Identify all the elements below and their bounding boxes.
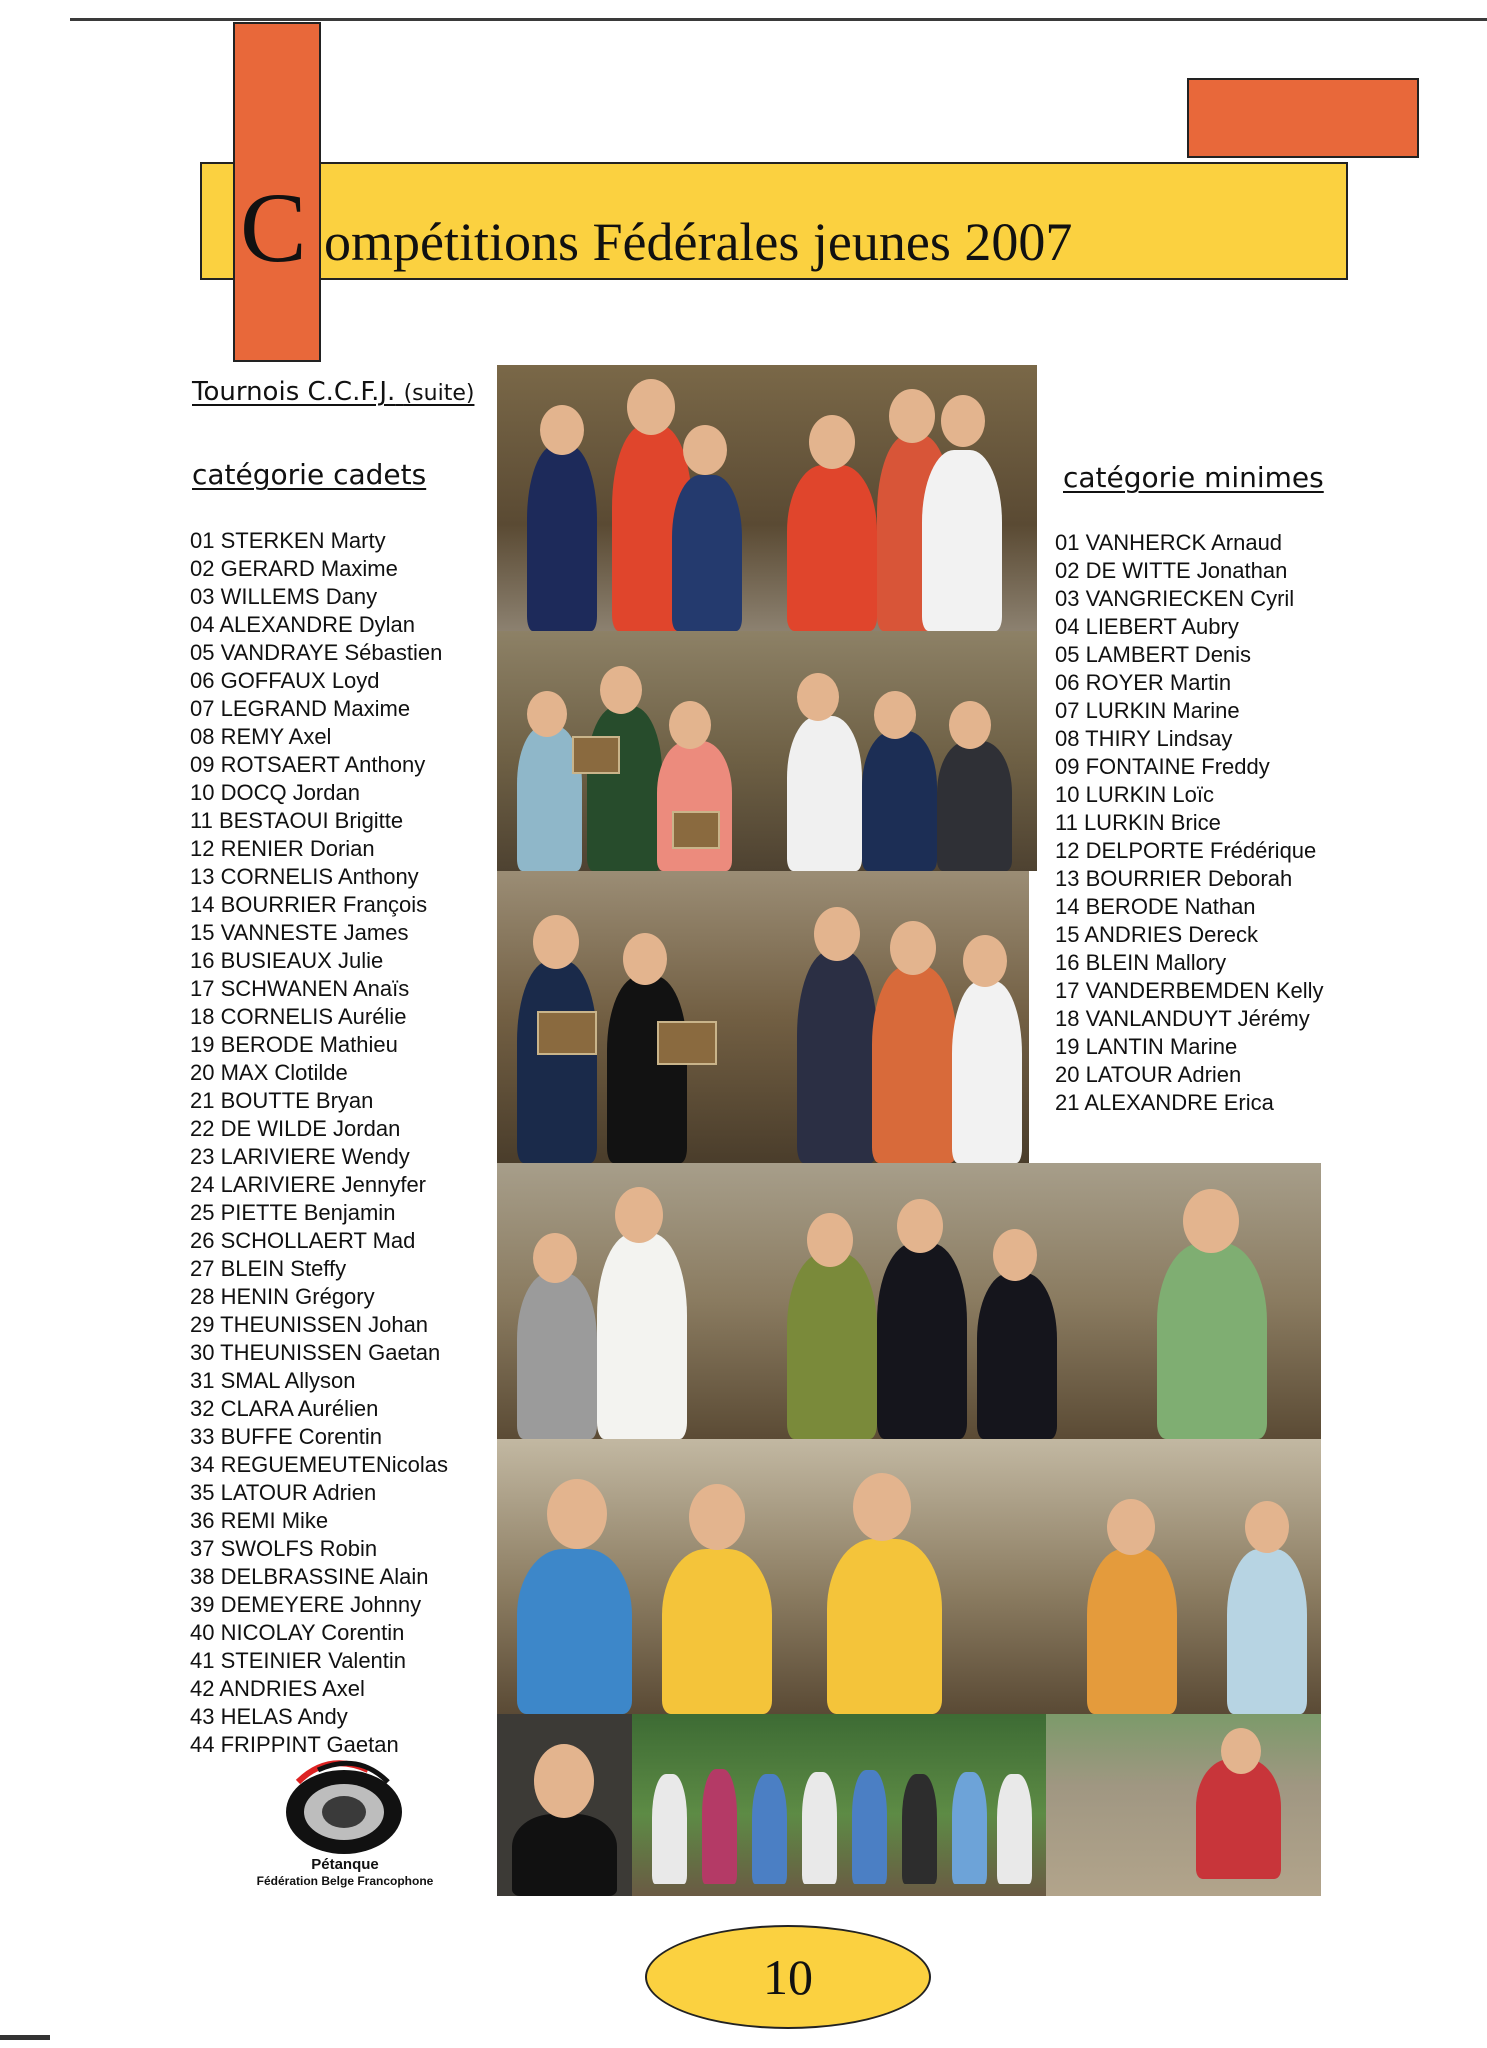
cadets-list-item: 43 HELAS Andy xyxy=(190,1704,348,1729)
cadets-list-item: 41 STEINIER Valentin xyxy=(190,1648,407,1673)
cadets-list-item: 44 FRIPPINT Gaetan xyxy=(190,1732,399,1757)
logo-line-1: Pétanque xyxy=(311,1856,379,1873)
minimes-list-item: 10 LURKIN Loïc xyxy=(1055,782,1214,807)
cadets-list-item: 28 HENIN Grégory xyxy=(190,1284,375,1309)
cadets-list-item: 06 GOFFAUX Loyd xyxy=(190,668,380,693)
cadets-list-item: 36 REMI Mike xyxy=(190,1508,329,1533)
photo-podium-3 xyxy=(497,871,1029,1163)
minimes-list-item: 13 BOURRIER Deborah xyxy=(1055,866,1293,891)
minimes-list-item: 09 FONTAINE Freddy xyxy=(1055,754,1270,779)
cadets-list-item: 24 LARIVIERE Jennyfer xyxy=(190,1172,427,1197)
page-number: 10 xyxy=(645,1925,931,2029)
cadets-list-item: 34 REGUEMEUTENicolas xyxy=(190,1452,448,1477)
minimes-list-item: 06 ROYER Martin xyxy=(1055,670,1232,695)
cadets-list-item: 27 BLEIN Steffy xyxy=(190,1256,347,1281)
photo-boules-player xyxy=(1046,1714,1321,1896)
photo-podium-cadets-1 xyxy=(497,365,1037,631)
photo-podium-2 xyxy=(497,631,1037,871)
cadets-list-item: 17 SCHWANEN Anaïs xyxy=(190,976,410,1001)
federation-logo xyxy=(278,1752,410,1862)
minimes-list-item: 14 BERODE Nathan xyxy=(1055,894,1256,919)
photo-podium-4 xyxy=(497,1163,1321,1439)
cadets-list-item: 23 LARIVIERE Wendy xyxy=(190,1144,410,1169)
cadets-list-item: 20 MAX Clotilde xyxy=(190,1060,348,1085)
minimes-list-item: 11 LURKIN Brice xyxy=(1055,810,1221,835)
cadets-list-item: 01 STERKEN Marty xyxy=(190,528,386,553)
orange-corner-block xyxy=(1187,78,1419,158)
photo-podium-5 xyxy=(497,1439,1321,1714)
cadets-list-item: 18 CORNELIS Aurélie xyxy=(190,1004,407,1029)
cadets-list-item: 42 ANDRIES Axel xyxy=(190,1676,365,1701)
cadets-list-item: 14 BOURRIER François xyxy=(190,892,428,917)
section-title-text: Tournois C.C.F.J. xyxy=(192,377,396,407)
minimes-list-item: 12 DELPORTE Frédérique xyxy=(1055,838,1317,863)
cadets-list-item: 03 WILLEMS Dany xyxy=(190,584,378,609)
cadets-list-item: 31 SMAL Allyson xyxy=(190,1368,356,1393)
cadets-list-item: 22 DE WILDE Jordan xyxy=(190,1116,401,1141)
cadets-list-item: 37 SWOLFS Robin xyxy=(190,1536,378,1561)
minimes-list-item: 20 LATOUR Adrien xyxy=(1055,1062,1242,1087)
section-title-suffix: (suite) xyxy=(403,381,475,406)
cadets-list-item: 39 DEMEYERE Johnny xyxy=(190,1592,422,1617)
minimes-list-item: 08 THIRY Lindsay xyxy=(1055,726,1233,751)
photo-portrait xyxy=(497,1714,632,1896)
cadets-list-item: 29 THEUNISSEN Johan xyxy=(190,1312,429,1337)
cadets-list-item: 08 REMY Axel xyxy=(190,724,332,749)
cadets-list-item: 38 DELBRASSINE Alain xyxy=(190,1564,429,1589)
cadets-list-item: 16 BUSIEAUX Julie xyxy=(190,948,384,973)
minimes-list xyxy=(1055,529,1324,1117)
cadets-list-item: 12 RENIER Dorian xyxy=(190,836,375,861)
cadets-list-item: 19 BERODE Mathieu xyxy=(190,1032,398,1057)
cadets-list-item: 07 LEGRAND Maxime xyxy=(190,696,411,721)
minimes-list-item: 18 VANLANDUYT Jérémy xyxy=(1055,1006,1310,1031)
title-initial: C xyxy=(240,172,307,283)
cadets-heading: catégorie cadets xyxy=(192,458,427,491)
minimes-list-item: 02 DE WITTE Jonathan xyxy=(1055,558,1288,583)
cadets-list-item: 15 VANNESTE James xyxy=(190,920,409,945)
cadets-list-item: 10 DOCQ Jordan xyxy=(190,780,360,805)
cadets-list-item: 05 VANDRAYE Sébastien xyxy=(190,640,443,665)
section-title xyxy=(192,377,474,407)
cadets-list-item: 09 ROTSAERT Anthony xyxy=(190,752,426,777)
logo-line-2: Fédération Belge Francophone xyxy=(256,1874,434,1888)
cadets-list-item: 21 BOUTTE Bryan xyxy=(190,1088,374,1113)
cadets-list-item: 13 CORNELIS Anthony xyxy=(190,864,419,889)
cadets-list-item: 35 LATOUR Adrien xyxy=(190,1480,377,1505)
cadets-list-item: 33 BUFFE Corentin xyxy=(190,1424,382,1449)
minimes-list-item: 15 ANDRIES Dereck xyxy=(1055,922,1258,947)
minimes-list-item: 04 LIEBERT Aubry xyxy=(1055,614,1239,639)
minimes-list-item: 03 VANGRIECKEN Cyril xyxy=(1055,586,1295,611)
corner-mark xyxy=(0,2035,50,2040)
minimes-list-item: 19 LANTIN Marine xyxy=(1055,1034,1238,1059)
minimes-list-item: 07 LURKIN Marine xyxy=(1055,698,1240,723)
cadets-list-item: 25 PIETTE Benjamin xyxy=(190,1200,396,1225)
minimes-list-item: 05 LAMBERT Denis xyxy=(1055,642,1252,667)
minimes-list-item: 01 VANHERCK Arnaud xyxy=(1055,530,1283,555)
cadets-list-item: 04 ALEXANDRE Dylan xyxy=(190,612,415,637)
page-title: ompétitions Fédérales jeunes 2007 xyxy=(324,212,1073,272)
minimes-list-item: 21 ALEXANDRE Erica xyxy=(1055,1090,1274,1115)
photo-group-outdoor xyxy=(632,1714,1046,1896)
minimes-list-item: 17 VANDERBEMDEN Kelly xyxy=(1055,978,1324,1003)
cadets-list-item: 11 BESTAOUI Brigitte xyxy=(190,808,404,833)
minimes-list-item: 16 BLEIN Mallory xyxy=(1055,950,1227,975)
cadets-list-item: 40 NICOLAY Corentin xyxy=(190,1620,405,1645)
top-rule xyxy=(70,18,1487,21)
cadets-list-item: 32 CLARA Aurélien xyxy=(190,1396,379,1421)
cadets-list-item: 30 THEUNISSEN Gaetan xyxy=(190,1340,441,1365)
minimes-heading: catégorie minimes xyxy=(1063,461,1324,494)
cadets-list xyxy=(190,527,448,1759)
cadets-list-item: 02 GERARD Maxime xyxy=(190,556,398,581)
cadets-list-item: 26 SCHOLLAERT Mad xyxy=(190,1228,416,1253)
